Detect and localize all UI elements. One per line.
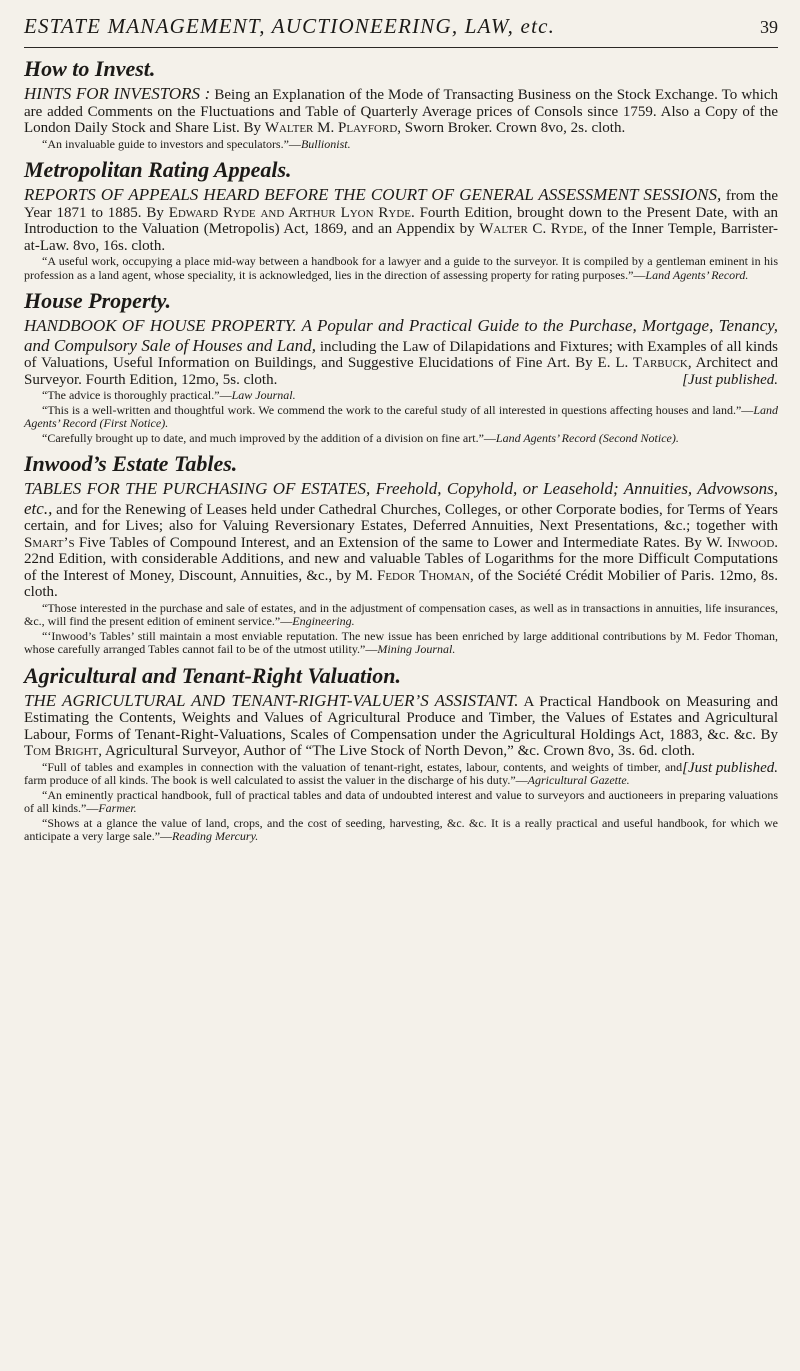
review-quote: [24, 389, 778, 403]
quote-source: Land Agents’ Record.: [645, 267, 749, 282]
review-quote: [24, 404, 778, 431]
book-description-cont-2: 22nd Edition, with considerable Additions, and new and valuable Tables of Logarithms for the more Difficult Computations of the Interest of Money, Discount, Annuities, &c., by: [24, 551, 778, 584]
section-heading: Inwood’s Estate Tables.: [24, 451, 238, 476]
book-author-2: W. Inwood.: [706, 534, 779, 551]
quote-text: “An eminently practical handbook, full of practical tables and data of undoubted interest and value to surveyors and auctioneers in preparing valuations of all kinds.”—: [24, 787, 778, 815]
section-heading: Agricultural and Tenant-Right Valuation.: [24, 662, 401, 688]
book-entry: [24, 84, 778, 137]
running-head: [24, 14, 778, 39]
review-quote: [24, 761, 778, 788]
quote-text: “‘Inwood’s Tables’ still maintain a most enviable reputation. The new issue has been enriched by large additional contributions by M. Fedor Thoman, whose carefully arranged Tables cannot fail to be of the utmost utility.”—: [24, 628, 778, 656]
section-how-to-invest: [24, 56, 778, 151]
book-author-3: M. Fedor Thoman,: [355, 567, 474, 584]
quote-text: “Carefully brought up to date, and much improved by the addition of a division on fine art.”—: [42, 430, 496, 445]
quote-text: “Full of tables and examples in connection with the valuation of tenant-right, estates, labour, contents, and weights of timber, and farm produce of all kinds. The book is well calculated to assist the valuer in the discharge of his duty.”—: [24, 759, 683, 787]
book-title: REPORTS OF APPEALS HEARD BEFORE THE COURT OF GENERAL ASSESSMENT SESSIONS,: [24, 185, 722, 204]
book-entry: [24, 316, 778, 388]
review-quote: [24, 630, 778, 657]
review-quote: [24, 789, 778, 816]
book-title: THE AGRICULTURAL AND TENANT-RIGHT-VALUER’S ASSISTANT.: [24, 690, 519, 710]
page-number: 39: [760, 17, 778, 37]
book-description-cont-2: of the Inner Temple, Barrister-at-Law. 8vo, 16s. cloth.: [24, 221, 779, 254]
header-rule: [24, 47, 778, 48]
book-title: TABLES FOR THE PURCHASING OF ESTATES, Freehold, Copyhold, or Leasehold; Annuities, Advowsons, etc.,: [24, 479, 778, 518]
review-quote: [24, 432, 778, 446]
review-quote: [24, 602, 778, 629]
book-description: and for the Renewing of Leases held under Cathedral Churches, Colleges, or other Corporate bodies, for Terms of Years certain, and for Lives; also for Valuing Reversionary Estates, Deferred Annuities, Next Presentations, &c.; together with: [24, 501, 778, 534]
book-author: Smart’s: [24, 534, 75, 551]
quote-source: Agricultural Gazette.: [527, 773, 630, 787]
quote-text: “The advice is thoroughly practical.”—: [42, 388, 232, 402]
book-entry: [24, 185, 778, 254]
book-title: HANDBOOK OF HOUSE PROPERTY. A Popular and Practical Guide to the Purchase, Mortgage, Tenancy, and Compulsory Sale of Houses and Land,: [24, 316, 778, 355]
book-description-cont-3: of the Société Crédit Mobilier of Paris. 12mo, 8s. cloth.: [24, 567, 778, 600]
book-author: E. L. Tarbuck,: [597, 355, 692, 371]
section-heading: House Property.: [24, 288, 172, 313]
quote-text: “Shows at a glance the value of land, crops, and the cost of seeding, harvesting, &c. &c. It is a really practical and useful handbook, for which we anticipate a very large sale.”—: [24, 815, 778, 843]
section-inwoods-estate-tables: [24, 451, 778, 657]
quote-source: Engineering.: [292, 614, 355, 628]
quote-source: Law Journal.: [231, 388, 296, 402]
section-house-property: [24, 288, 778, 445]
quote-source: Land Agents’ Record (First Notice).: [24, 402, 778, 430]
published-note: [Just published.: [682, 371, 778, 388]
book-description: including the Law of Dilapidations and Fixtures; with Examples of all kinds of Valuations, Useful Information on Buildings, and Suggestive Elucidations of Fine Art. By: [24, 338, 779, 371]
section-agricultural-valuation: [24, 663, 778, 844]
published-note: [Just published.: [682, 759, 778, 776]
book-author: Edward Ryde and Arthur Lyon Ryde.: [168, 204, 415, 221]
book-description-cont: Fourth Edition, brought down to the Present Date, with an Introduction to the Valuation (Metropolis) Act, 1869, and an Appendix by: [24, 204, 778, 237]
section-heading: How to Invest.: [24, 56, 156, 81]
quote-text: “A useful work, occupying a place mid-way between a handbook for a lawyer and a guide to the surveyor. It is compiled by a gentleman eminent in his profession as a land agent, whose speciality, it is acknowledged, lies in the direction of assessing property for rating purposes.”—: [24, 254, 778, 282]
quote-source: Mining Journal.: [377, 642, 456, 656]
book-author: Walter M. Playford,: [264, 120, 402, 136]
quote-text: “This is a well-written and thoughtful work. We commend the work to the careful study of all interested in questions affecting houses and land.”—: [42, 402, 754, 417]
book-author-2: Walter C. Ryde,: [479, 221, 588, 237]
book-description-cont: Agricultural Surveyor, Author of “The Live Stock of North Devon,” &c. Crown 8vo, 3s. 6d. cloth.: [104, 743, 696, 759]
review-quote: [24, 138, 778, 152]
book-description: Being an Explanation of the Mode of Transacting Business on the Stock Exchange. To which are added Comments on the Fluctuations and Table of Quarterly Average prices of Consols since 1759. Also a Copy of the London Daily Stock and Share List. By: [24, 87, 779, 136]
book-entry: [24, 479, 778, 601]
quote-text: “An invaluable guide to investors and speculators.”—: [42, 136, 301, 151]
quote-source: Bullionist.: [300, 136, 351, 151]
book-title: HINTS FOR INVESTORS :: [24, 84, 211, 103]
section-heading: Metropolitan Rating Appeals.: [24, 157, 292, 182]
book-author: Tom Bright,: [24, 743, 102, 759]
book-description: from the Year 1871 to 1885. By: [24, 188, 779, 221]
quote-source: Reading Mercury.: [172, 829, 259, 843]
quote-source: Land Agents’ Record (Second Notice).: [495, 430, 679, 445]
book-description-cont: Five Tables of Compound Interest, and an Extension of the same to Lower and Intermediate Rates. By: [78, 534, 702, 551]
review-quote: [24, 817, 778, 844]
running-title: ESTATE MANAGEMENT, AUCTIONEERING, LAW, etc.: [24, 14, 556, 38]
book-description-cont: Architect and Surveyor. Fourth Edition, 12mo, 5s. cloth.: [24, 355, 779, 388]
book-description-cont: Sworn Broker. Crown 8vo, 2s. cloth.: [404, 120, 626, 136]
section-metropolitan-rating-appeals: [24, 157, 778, 282]
quote-text: “Those interested in the purchase and sale of estates, and in the adjustment of compensation cases, as well as in transactions in annuities, life insurances, &c., will find the present edition of eminent service.”—: [24, 600, 778, 628]
book-description: A Practical Handbook on Measuring and Estimating the Contents, Weights and Values of Agricultural Produce and Timber, the Values of Estates and Agricultural Labour, Forms of Tenant-Right-Valuations, Scales of Compensation under the Agricultural Holdings Act, 1883, &c. &c. By: [24, 693, 778, 743]
quote-source: Farmer.: [98, 801, 137, 815]
review-quote: [24, 255, 778, 282]
